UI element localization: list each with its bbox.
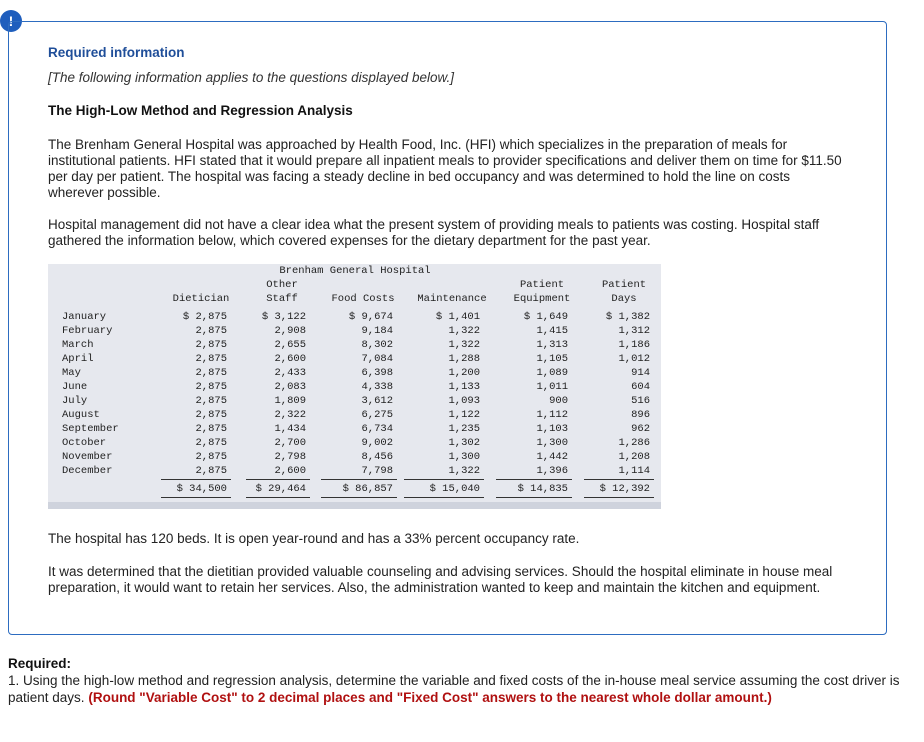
cell-patient_equipment-december: 1,396 — [536, 465, 568, 477]
cell-other_staff-june: 2,083 — [274, 381, 306, 393]
question-text: 1. Using the high-low method and regression analysis, determine the variable and fixed costs of the in-house meal service assuming the cost driver is patient days. — [8, 673, 900, 705]
cell-food_costs-january: $ 9,674 — [348, 311, 393, 323]
dietitian-paragraph: It was determined that the dietitian provided valuable counseling and advising services. Should the hospital eliminate in house meal preparation, it would want to retain her services. Also, the administration wanted to keep and maintain the kitchen and equipment. — [48, 564, 833, 595]
cell-other_staff-february: 2,908 — [274, 325, 306, 337]
question-1 — [8, 672, 908, 706]
header-food-costs: Food Costs — [331, 293, 395, 305]
month-november: November — [62, 451, 113, 463]
header-patient-equipment-2: Equipment — [513, 293, 571, 305]
total-rule — [321, 479, 397, 480]
total-double-rule — [496, 497, 572, 498]
table-title: Brenham General Hospital — [279, 265, 431, 277]
total-rule — [496, 479, 572, 480]
cell-patient_days-july: 516 — [631, 395, 650, 407]
cell-food_costs-september: 6,734 — [361, 423, 393, 435]
cell-patient_days-june: 604 — [631, 381, 650, 393]
cell-maintenance-april: 1,288 — [448, 353, 480, 365]
cell-dietician-august: 2,875 — [195, 409, 227, 421]
cell-patient_equipment-april: 1,105 — [536, 353, 568, 365]
cell-other_staff-april: 2,600 — [274, 353, 306, 365]
cell-patient_equipment-may: 1,089 — [536, 367, 568, 379]
total-double-rule — [584, 497, 654, 498]
cell-patient_equipment-september: 1,103 — [536, 423, 568, 435]
total-double-rule — [321, 497, 397, 498]
cell-patient_equipment-march: 1,313 — [536, 339, 568, 351]
total-dietician: $ 34,500 — [176, 483, 227, 495]
cell-patient_days-october: 1,286 — [618, 437, 650, 449]
cell-maintenance-june: 1,133 — [448, 381, 480, 393]
cell-other_staff-august: 2,322 — [274, 409, 306, 421]
data-paragraph: Hospital management did not have a clear idea what the present system of providing meals to patients was costing. Hospital staff gathered the information below, which covered expenses for the dietary department for the past year. — [48, 217, 820, 248]
total-food_costs: $ 86,857 — [342, 483, 393, 495]
month-april: April — [62, 353, 94, 365]
cell-maintenance-july: 1,093 — [448, 395, 480, 407]
cell-patient_equipment-november: 1,442 — [536, 451, 568, 463]
header-other-staff-2: Staff — [266, 293, 298, 305]
intro-paragraph: The Brenham General Hospital was approached by Health Food, Inc. (HFI) which specializes in the preparation of meals for institutional patients. HFI stated that it would prepare all inpatient meals to provider specifications and deliver them on time for $11.50 per day per patient. The hospital was facing a steady decline in bed occupancy and was determined to hold the line on costs wherever possible. — [48, 137, 842, 200]
total-maintenance: $ 15,040 — [429, 483, 480, 495]
cell-food_costs-june: 4,338 — [361, 381, 393, 393]
total-rule — [246, 479, 310, 480]
cell-food_costs-august: 6,275 — [361, 409, 393, 421]
month-february: February — [62, 325, 113, 337]
cell-patient_equipment-august: 1,112 — [536, 409, 568, 421]
total-rule — [584, 479, 654, 480]
total-patient_equipment: $ 14,835 — [517, 483, 568, 495]
total-rule — [161, 479, 231, 480]
cell-maintenance-november: 1,300 — [448, 451, 480, 463]
cell-dietician-september: 2,875 — [195, 423, 227, 435]
cell-patient_equipment-june: 1,011 — [536, 381, 568, 393]
cell-other_staff-january: $ 3,122 — [261, 311, 306, 323]
header-patient-equipment-1: Patient — [519, 279, 565, 291]
required-label: Required: — [8, 656, 72, 671]
cell-patient_days-february: 1,312 — [618, 325, 650, 337]
cell-patient_days-march: 1,186 — [618, 339, 650, 351]
cell-maintenance-january: $ 1,401 — [435, 311, 480, 323]
required-info-heading: Required information — [48, 45, 185, 60]
cell-dietician-december: 2,875 — [195, 465, 227, 477]
table-bottom-bar — [48, 502, 661, 509]
cell-dietician-may: 2,875 — [195, 367, 227, 379]
cell-food_costs-february: 9,184 — [361, 325, 393, 337]
cell-maintenance-may: 1,200 — [448, 367, 480, 379]
cell-patient_days-november: 1,208 — [618, 451, 650, 463]
cell-dietician-july: 2,875 — [195, 395, 227, 407]
total-other_staff: $ 29,464 — [255, 483, 306, 495]
cell-dietician-march: 2,875 — [195, 339, 227, 351]
cell-other_staff-march: 2,655 — [274, 339, 306, 351]
alert-icon: ! — [0, 10, 22, 32]
total-double-rule — [161, 497, 231, 498]
month-july: July — [62, 395, 88, 407]
cell-patient_days-december: 1,114 — [618, 465, 650, 477]
cell-food_costs-october: 9,002 — [361, 437, 393, 449]
total-patient_days: $ 12,392 — [599, 483, 650, 495]
month-december: December — [62, 465, 113, 477]
cell-food_costs-march: 8,302 — [361, 339, 393, 351]
cell-patient_days-april: 1,012 — [618, 353, 650, 365]
cell-dietician-june: 2,875 — [195, 381, 227, 393]
cell-other_staff-december: 2,600 — [274, 465, 306, 477]
cell-food_costs-july: 3,612 — [361, 395, 393, 407]
month-september: September — [62, 423, 119, 435]
cell-maintenance-march: 1,322 — [448, 339, 480, 351]
cell-maintenance-february: 1,322 — [448, 325, 480, 337]
month-may: May — [62, 367, 81, 379]
cell-maintenance-august: 1,122 — [448, 409, 480, 421]
header-dietician: Dietician — [172, 293, 230, 305]
cell-other_staff-november: 2,798 — [274, 451, 306, 463]
cell-dietician-january: $ 2,875 — [182, 311, 227, 323]
cell-other_staff-september: 1,434 — [274, 423, 306, 435]
header-patient-days-1: Patient — [601, 279, 647, 291]
month-october: October — [62, 437, 107, 449]
cell-dietician-october: 2,875 — [195, 437, 227, 449]
month-august: August — [62, 409, 100, 421]
cell-patient_days-september: 962 — [631, 423, 650, 435]
header-patient-days-2: Days — [611, 293, 637, 305]
header-maintenance: Maintenance — [417, 293, 487, 305]
cell-patient_days-august: 896 — [631, 409, 650, 421]
cell-other_staff-july: 1,809 — [274, 395, 306, 407]
total-double-rule — [404, 497, 484, 498]
header-other-staff-1: Other — [266, 279, 298, 291]
total-double-rule — [246, 497, 310, 498]
section-title: The High-Low Method and Regression Analysis — [48, 103, 353, 118]
cell-patient_equipment-july: 900 — [549, 395, 568, 407]
cell-patient_days-january: $ 1,382 — [605, 311, 650, 323]
cell-dietician-november: 2,875 — [195, 451, 227, 463]
beds-paragraph: The hospital has 120 beds. It is open year-round and has a 33% percent occupancy rate. — [48, 531, 580, 546]
cell-patient_equipment-october: 1,300 — [536, 437, 568, 449]
month-january: January — [62, 311, 107, 323]
cell-food_costs-april: 7,084 — [361, 353, 393, 365]
cell-other_staff-october: 2,700 — [274, 437, 306, 449]
applies-note: [The following information applies to the questions displayed below.] — [48, 70, 454, 85]
cell-maintenance-september: 1,235 — [448, 423, 480, 435]
cell-dietician-february: 2,875 — [195, 325, 227, 337]
month-march: March — [62, 339, 94, 351]
total-rule — [404, 479, 484, 480]
month-june: June — [62, 381, 88, 393]
cell-maintenance-december: 1,322 — [448, 465, 480, 477]
rounding-instruction: (Round "Variable Cost" to 2 decimal places and "Fixed Cost" answers to the nearest whole dollar amount.) — [88, 690, 772, 705]
cell-patient_equipment-january: $ 1,649 — [523, 311, 568, 323]
cell-other_staff-may: 2,433 — [274, 367, 306, 379]
cell-food_costs-december: 7,798 — [361, 465, 393, 477]
cell-patient_equipment-february: 1,415 — [536, 325, 568, 337]
cell-patient_days-may: 914 — [631, 367, 650, 379]
cell-food_costs-november: 8,456 — [361, 451, 393, 463]
cell-maintenance-october: 1,302 — [448, 437, 480, 449]
cell-dietician-april: 2,875 — [195, 353, 227, 365]
cell-food_costs-may: 6,398 — [361, 367, 393, 379]
